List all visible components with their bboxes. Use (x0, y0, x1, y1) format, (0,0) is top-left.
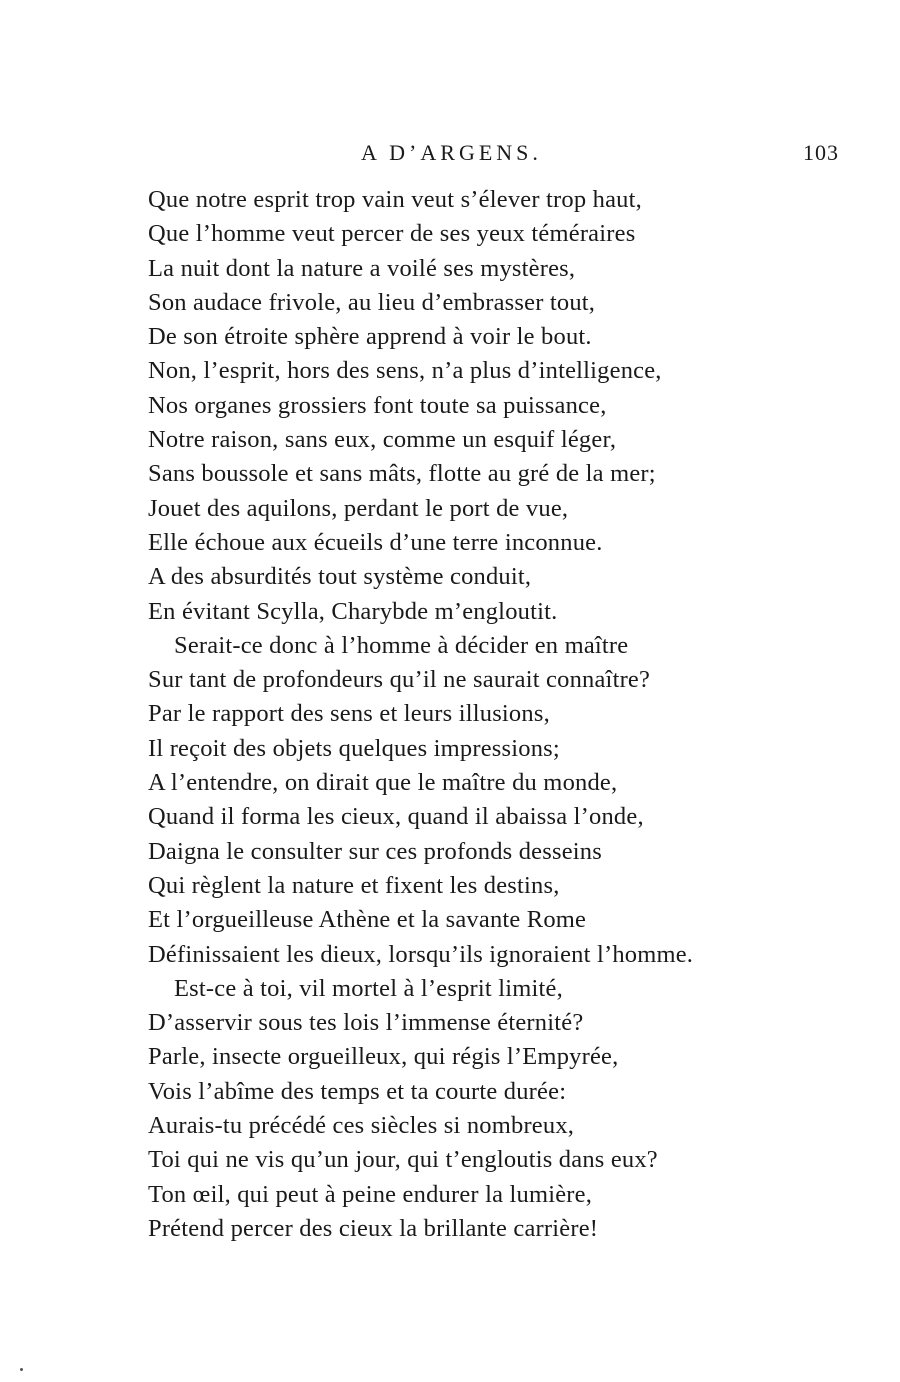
verse-line: Prétend percer des cieux la brillante carrière! (148, 1214, 599, 1242)
verse-line: Vois l’abîme des temps et ta courte durée: (148, 1077, 567, 1105)
verse-line: Qui règlent la nature et fixent les destins, (148, 871, 560, 899)
verse-line: Il reçoit des objets quelques impressions; (148, 734, 560, 762)
verse-line: Sans boussole et sans mâts, flotte au gré de la mer; (148, 460, 656, 488)
verse-line: Est-ce à toi, vil mortel à l’esprit limité, (174, 974, 563, 1002)
verse-line: Aurais-tu précédé ces siècles si nombreux, (148, 1112, 575, 1140)
verse-line: Quand il forma les cieux, quand il abaissa l’onde, (148, 803, 644, 831)
verse-line: Elle échoue aux écueils d’une terre inconnue. (148, 528, 603, 556)
verse-line: Nos organes grossiers font toute sa puissance, (148, 391, 607, 419)
verse-line: Et l’orgueilleuse Athène et la savante Rome (148, 906, 587, 934)
running-head (0, 138, 900, 168)
verse-line: En évitant Scylla, Charybde m’engloutit. (148, 597, 558, 625)
verse-line: Toi qui ne vis qu’un jour, qui t’engloutis dans eux? (148, 1146, 658, 1174)
verse-line: Parle, insecte orgueilleux, qui régis l’Empyrée, (148, 1043, 619, 1071)
verse-line: La nuit dont la nature a voilé ses mystères, (148, 254, 576, 282)
page-number: 103 (803, 140, 839, 165)
verse-line: Non, l’esprit, hors des sens, n’a plus d’intelligence, (148, 357, 662, 385)
verse-line: Par le rapport des sens et leurs illusions, (148, 700, 550, 728)
verse-line: Serait-ce donc à l’homme à décider en maître (174, 631, 629, 659)
verse-line: A l’entendre, on dirait que le maître du monde, (148, 769, 618, 797)
running-title: A D’ARGENS. (361, 140, 542, 165)
verse-line: Que l’homme veut percer de ses yeux téméraires (148, 220, 636, 248)
verse-line: Que notre esprit trop vain veut s’élever trop haut, (148, 186, 642, 213)
verse-line: De son étroite sphère apprend à voir le bout. (148, 323, 592, 351)
verse-line: Définissaient les dieux, lorsqu’ils ignoraient l’homme. (148, 940, 694, 968)
verse-line: D’asservir sous tes lois l’immense éternité? (148, 1009, 584, 1037)
verse-line: Notre raison, sans eux, comme un esquif léger, (148, 426, 617, 454)
verse-line: A des absurdités tout système conduit, (148, 563, 532, 591)
verse-line: Son audace frivole, au lieu d’embrasser tout, (148, 288, 596, 316)
verse-line: Jouet des aquilons, perdant le port de vue, (148, 494, 569, 522)
print-speck (20, 1368, 23, 1371)
verse-line: Daigna le consulter sur ces profonds desseins (148, 837, 602, 865)
verse-line: Sur tant de profondeurs qu’il ne saurait connaître? (148, 666, 651, 694)
verse-line: Ton œil, qui peut à peine endurer la lumière, (148, 1180, 593, 1208)
poem-verses (148, 183, 788, 1246)
